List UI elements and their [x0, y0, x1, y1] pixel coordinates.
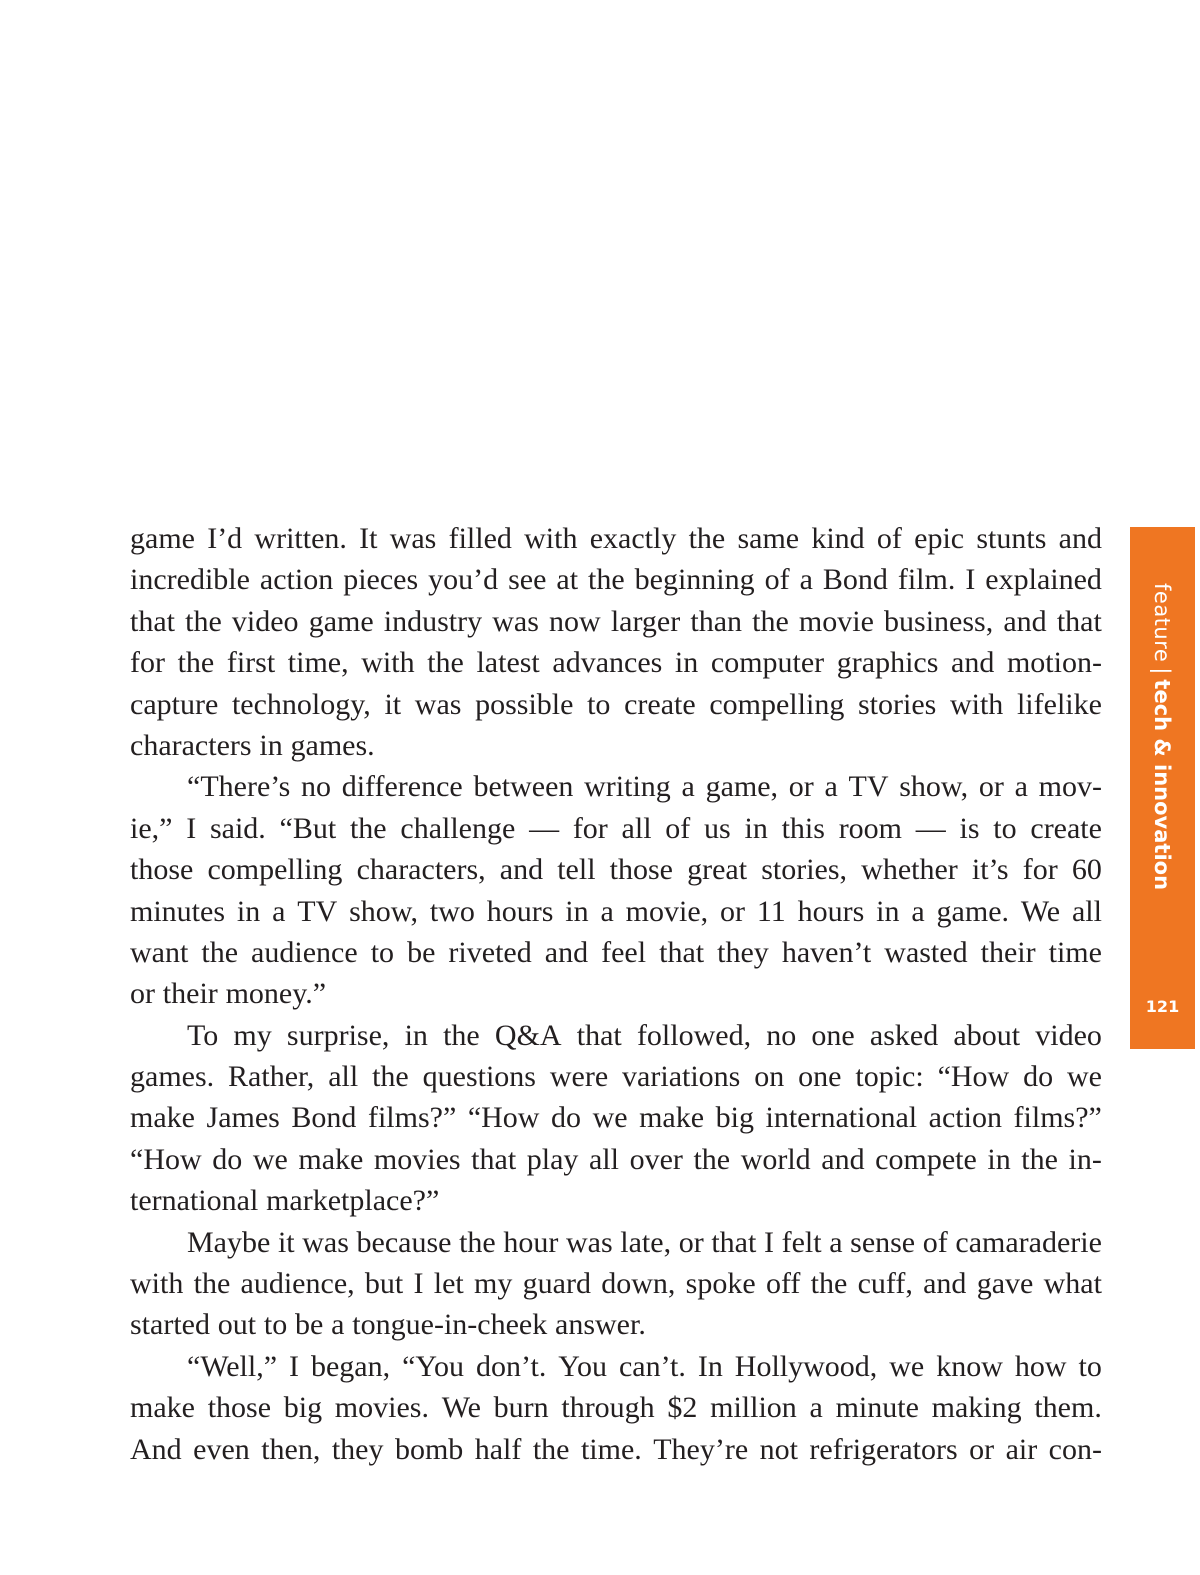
text-line: make those big movies. We burn through $2 million a minute making them.: [130, 1391, 1102, 1425]
text-line: that the video game industry was now larger than the movie business, and that: [130, 604, 1102, 638]
text-line: those compelling characters, and tell those great stories, whether it’s for 60: [130, 853, 1102, 887]
text-line: want the audience to be riveted and feel that they haven’t wasted their time: [130, 935, 1102, 969]
body-text: [130, 518, 1102, 1470]
text-line: for the first time, with the latest advances in computer graphics and motion-: [130, 646, 1102, 680]
text-line: started out to be a tongue-in-cheek answer.: [130, 1308, 646, 1342]
text-line: minutes in a TV show, two hours in a movie, or 11 hours in a game. We all: [130, 894, 1102, 928]
text-line: And even then, they bomb half the time. They’re not refrigerators or air con-: [130, 1432, 1102, 1466]
section-tab: [1130, 527, 1195, 1049]
text-line: game I’d written. It was filled with exactly the same kind of epic stunts and: [130, 522, 1102, 555]
text-line: “How do we make movies that play all over the world and compete in the in-: [130, 1142, 1102, 1176]
section-name: feature: [1149, 583, 1174, 663]
text-line: make James Bond films?” “How do we make big international action films?”: [130, 1101, 1102, 1135]
text-line: ie,” I said. “But the challenge — for all of us in this room — is to create: [130, 811, 1102, 845]
text-line: ternational marketplace?”: [130, 1184, 440, 1218]
text-line: games. Rather, all the questions were variations on one topic: “How do we: [130, 1060, 1102, 1094]
text-line: characters in games.: [130, 728, 375, 762]
text-line: Maybe it was because the hour was late, or that I felt a sense of camaraderie: [187, 1225, 1102, 1259]
text-line: “Well,” I began, “You don’t. You can’t. In Hollywood, we know how to: [187, 1349, 1102, 1383]
text-line: To my surprise, in the Q&A that followed, no one asked about video: [187, 1018, 1102, 1052]
text-line: capture technology, it was possible to create compelling stories with lifelike: [130, 687, 1102, 721]
text-line: or their money.”: [130, 977, 327, 1011]
text-line: “There’s no difference between writing a game, or a TV show, or a mov-: [187, 770, 1102, 804]
text-line: incredible action pieces you’d see at the beginning of a Bond film. I explained: [130, 563, 1102, 597]
text-line: with the audience, but I let my guard down, spoke off the cuff, and gave what: [130, 1267, 1102, 1301]
section-separator: |: [1149, 667, 1174, 675]
page-number: 121: [1145, 997, 1180, 1016]
section-topic: tech & innovation: [1149, 679, 1174, 891]
